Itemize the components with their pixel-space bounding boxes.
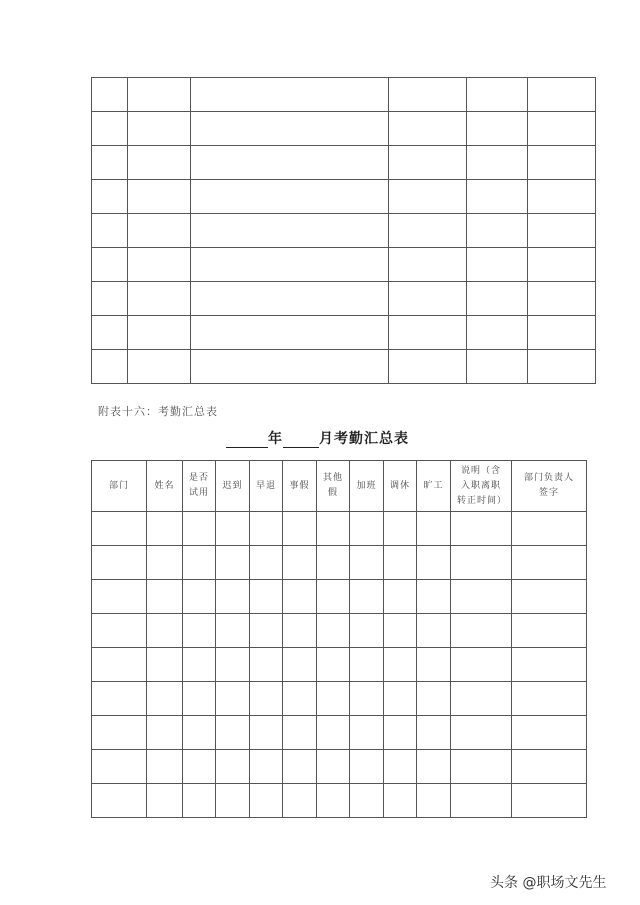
table-cell[interactable] <box>147 512 183 546</box>
table-cell[interactable] <box>191 248 389 282</box>
table-cell[interactable] <box>512 580 587 614</box>
table-cell[interactable] <box>92 214 128 248</box>
table-cell[interactable] <box>183 682 216 716</box>
table-cell[interactable] <box>512 614 587 648</box>
table-row <box>92 546 587 580</box>
table-cell[interactable] <box>147 682 183 716</box>
table-cell[interactable] <box>128 248 191 282</box>
table-cell[interactable] <box>92 146 128 180</box>
table-cell[interactable] <box>528 248 596 282</box>
table-cell[interactable] <box>216 784 250 818</box>
table-row <box>92 316 596 350</box>
table-cell[interactable] <box>384 614 417 648</box>
table-cell[interactable] <box>317 648 350 682</box>
table-cell[interactable] <box>417 580 451 614</box>
table-cell[interactable] <box>191 316 389 350</box>
table-cell[interactable] <box>528 282 596 316</box>
table-row <box>92 580 587 614</box>
table-cell[interactable] <box>147 580 183 614</box>
table-cell[interactable] <box>92 248 128 282</box>
table-row <box>92 350 596 384</box>
table-row <box>92 146 596 180</box>
table-cell[interactable] <box>92 580 147 614</box>
table-cell[interactable] <box>528 350 596 384</box>
table-cell[interactable] <box>467 350 528 384</box>
table-cell[interactable] <box>183 546 216 580</box>
table-cell[interactable] <box>317 784 350 818</box>
form-title <box>226 428 409 448</box>
table-cell[interactable] <box>451 784 512 818</box>
column-header: 说明（含入职离职转正时间） <box>451 461 512 512</box>
table-cell[interactable] <box>317 750 350 784</box>
table-cell[interactable] <box>216 682 250 716</box>
table-cell[interactable] <box>417 682 451 716</box>
table-cell[interactable] <box>183 784 216 818</box>
table-cell[interactable] <box>128 146 191 180</box>
table-cell[interactable] <box>183 648 216 682</box>
table-cell[interactable] <box>191 112 389 146</box>
continued-table <box>91 77 596 384</box>
appendix-caption: 附表十六：考勤汇总表 <box>98 405 218 418</box>
column-header: 事假 <box>283 461 317 512</box>
table-cell[interactable] <box>389 350 467 384</box>
table-cell[interactable] <box>451 750 512 784</box>
table-cell[interactable] <box>147 614 183 648</box>
table-cell[interactable] <box>528 78 596 112</box>
table-cell[interactable] <box>128 316 191 350</box>
table-cell[interactable] <box>216 716 250 750</box>
table-row <box>92 112 596 146</box>
column-header: 其他假 <box>317 461 350 512</box>
table-row <box>92 716 587 750</box>
table-cell[interactable] <box>350 682 384 716</box>
table-cell[interactable] <box>128 112 191 146</box>
table-row <box>92 682 587 716</box>
table-row <box>92 282 596 316</box>
table-cell[interactable] <box>250 784 283 818</box>
column-header: 旷工 <box>417 461 451 512</box>
table-cell[interactable] <box>191 214 389 248</box>
year-label: 年 <box>268 431 283 447</box>
column-header: 迟到 <box>216 461 250 512</box>
table-cell[interactable] <box>451 648 512 682</box>
table-cell[interactable] <box>512 784 587 818</box>
table-cell[interactable] <box>283 648 317 682</box>
table-cell[interactable] <box>350 784 384 818</box>
table-cell[interactable] <box>250 716 283 750</box>
table-cell[interactable] <box>216 648 250 682</box>
table-row <box>92 750 587 784</box>
table-cell[interactable] <box>191 180 389 214</box>
table-cell[interactable] <box>317 716 350 750</box>
table-cell[interactable] <box>283 614 317 648</box>
table-cell[interactable] <box>250 546 283 580</box>
table-row <box>92 512 587 546</box>
table-cell[interactable] <box>92 546 147 580</box>
table-cell[interactable] <box>528 112 596 146</box>
table-cell[interactable] <box>128 78 191 112</box>
table-cell[interactable] <box>417 512 451 546</box>
table-cell[interactable] <box>417 614 451 648</box>
table-cell[interactable] <box>451 716 512 750</box>
table-cell[interactable] <box>384 580 417 614</box>
table-row <box>92 614 587 648</box>
table-cell[interactable] <box>317 682 350 716</box>
table-cell[interactable] <box>191 146 389 180</box>
table-cell[interactable] <box>216 750 250 784</box>
table-cell[interactable] <box>350 546 384 580</box>
column-header: 姓名 <box>147 461 183 512</box>
table-cell[interactable] <box>128 350 191 384</box>
table-cell[interactable] <box>317 614 350 648</box>
table-cell[interactable] <box>250 512 283 546</box>
table-cell[interactable] <box>183 512 216 546</box>
table-cell[interactable] <box>467 214 528 248</box>
table-cell[interactable] <box>92 316 128 350</box>
table-cell[interactable] <box>191 350 389 384</box>
column-header: 早退 <box>250 461 283 512</box>
table-cell[interactable] <box>384 648 417 682</box>
table-cell[interactable] <box>128 282 191 316</box>
table-cell[interactable] <box>183 716 216 750</box>
table-cell[interactable] <box>528 180 596 214</box>
column-header: 加班 <box>350 461 384 512</box>
table-cell[interactable] <box>92 750 147 784</box>
table-cell[interactable] <box>92 78 128 112</box>
table-cell[interactable] <box>389 214 467 248</box>
table-cell[interactable] <box>512 682 587 716</box>
table-cell[interactable] <box>128 180 191 214</box>
table-cell[interactable] <box>216 580 250 614</box>
table-cell[interactable] <box>384 750 417 784</box>
table-cell[interactable] <box>183 614 216 648</box>
table-cell[interactable] <box>92 282 128 316</box>
table-cell[interactable] <box>512 750 587 784</box>
table-cell[interactable] <box>467 180 528 214</box>
table-cell[interactable] <box>350 614 384 648</box>
table-cell[interactable] <box>528 214 596 248</box>
month-title-label: 月考勤汇总表 <box>319 431 409 447</box>
table-cell[interactable] <box>147 546 183 580</box>
table-row <box>92 248 596 282</box>
month-blank[interactable] <box>283 433 319 448</box>
attendance-summary-table <box>91 460 587 818</box>
column-header: 调休 <box>384 461 417 512</box>
table-cell[interactable] <box>250 614 283 648</box>
table-cell[interactable] <box>250 580 283 614</box>
table-cell[interactable] <box>389 282 467 316</box>
table-cell[interactable] <box>467 282 528 316</box>
table-cell[interactable] <box>389 78 467 112</box>
table-cell[interactable] <box>147 750 183 784</box>
table-cell[interactable] <box>350 580 384 614</box>
table-cell[interactable] <box>283 512 317 546</box>
table-cell[interactable] <box>92 180 128 214</box>
table-cell[interactable] <box>417 784 451 818</box>
table-cell[interactable] <box>283 580 317 614</box>
table-cell[interactable] <box>467 112 528 146</box>
table-cell[interactable] <box>389 180 467 214</box>
table-cell[interactable] <box>467 78 528 112</box>
table-cell[interactable] <box>350 512 384 546</box>
table-cell[interactable] <box>216 614 250 648</box>
table-row <box>92 784 587 818</box>
table-cell[interactable] <box>317 512 350 546</box>
table-cell[interactable] <box>389 146 467 180</box>
table-cell[interactable] <box>350 716 384 750</box>
table-cell[interactable] <box>451 614 512 648</box>
table-cell[interactable] <box>147 716 183 750</box>
table-cell[interactable] <box>92 350 128 384</box>
table-cell[interactable] <box>451 512 512 546</box>
watermark: 头条 @职场文先生 <box>490 875 607 891</box>
table-cell[interactable] <box>528 146 596 180</box>
table-cell[interactable] <box>350 648 384 682</box>
table-cell[interactable] <box>283 546 317 580</box>
table-cell[interactable] <box>216 512 250 546</box>
column-header: 是否试用 <box>183 461 216 512</box>
table-cell[interactable] <box>183 750 216 784</box>
table-cell[interactable] <box>283 716 317 750</box>
table-cell[interactable] <box>417 716 451 750</box>
column-header: 部门 <box>92 461 147 512</box>
table-cell[interactable] <box>467 146 528 180</box>
table-cell[interactable] <box>92 614 147 648</box>
table-cell[interactable] <box>417 546 451 580</box>
table-row <box>92 180 596 214</box>
table-cell[interactable] <box>512 512 587 546</box>
table-cell[interactable] <box>512 716 587 750</box>
table-cell[interactable] <box>451 682 512 716</box>
table-cell[interactable] <box>147 784 183 818</box>
table-cell[interactable] <box>417 750 451 784</box>
table-cell[interactable] <box>92 784 147 818</box>
table-cell[interactable] <box>451 546 512 580</box>
table-cell[interactable] <box>350 750 384 784</box>
table-cell[interactable] <box>191 78 389 112</box>
table-cell[interactable] <box>389 112 467 146</box>
table-cell[interactable] <box>384 682 417 716</box>
table-cell[interactable] <box>92 716 147 750</box>
table-cell[interactable] <box>467 316 528 350</box>
year-blank[interactable] <box>226 433 268 448</box>
table-cell[interactable] <box>216 546 250 580</box>
table-cell[interactable] <box>92 682 147 716</box>
table-cell[interactable] <box>528 316 596 350</box>
table-cell[interactable] <box>250 750 283 784</box>
table-cell[interactable] <box>92 648 147 682</box>
table-cell[interactable] <box>183 580 216 614</box>
table-cell[interactable] <box>250 682 283 716</box>
table-cell[interactable] <box>147 648 183 682</box>
table-cell[interactable] <box>92 512 147 546</box>
table-row <box>92 78 596 112</box>
table-cell[interactable] <box>512 546 587 580</box>
table-cell[interactable] <box>389 248 467 282</box>
table-cell[interactable] <box>384 716 417 750</box>
column-header: 部门负责人签字 <box>512 461 587 512</box>
table-cell[interactable] <box>451 580 512 614</box>
table-cell[interactable] <box>317 580 350 614</box>
table-cell[interactable] <box>417 648 451 682</box>
table-cell[interactable] <box>389 316 467 350</box>
table-cell[interactable] <box>283 750 317 784</box>
table-cell[interactable] <box>512 648 587 682</box>
table-cell[interactable] <box>467 248 528 282</box>
header-row <box>92 461 587 512</box>
table-cell[interactable] <box>191 282 389 316</box>
table-cell[interactable] <box>384 784 417 818</box>
table-cell[interactable] <box>384 512 417 546</box>
table-cell[interactable] <box>128 214 191 248</box>
table-cell[interactable] <box>92 112 128 146</box>
table-cell[interactable] <box>317 546 350 580</box>
table-row <box>92 648 587 682</box>
table-cell[interactable] <box>384 546 417 580</box>
table-cell[interactable] <box>283 784 317 818</box>
table-row <box>92 214 596 248</box>
table-cell[interactable] <box>250 648 283 682</box>
table-cell[interactable] <box>283 682 317 716</box>
